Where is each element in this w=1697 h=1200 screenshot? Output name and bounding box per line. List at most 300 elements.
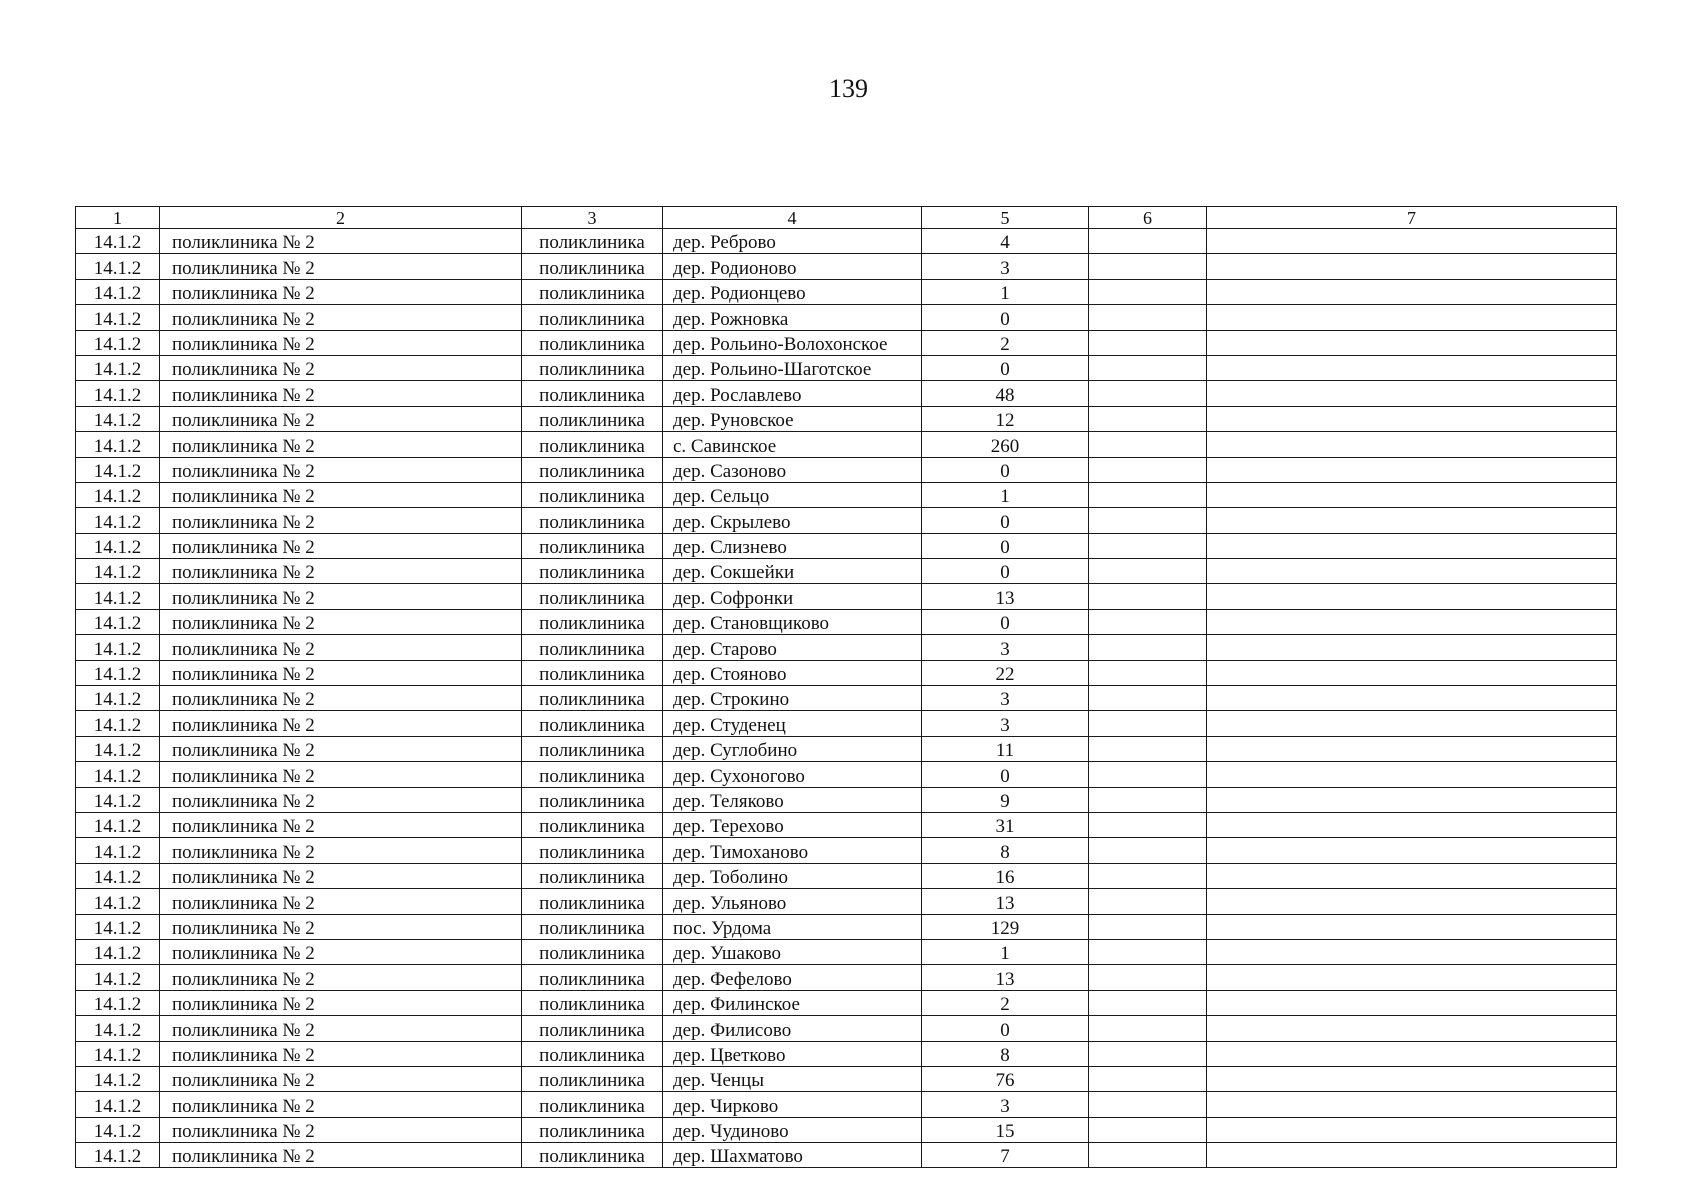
- settlement-cell: дер. Рольино-Волохонское: [663, 330, 922, 355]
- table-row: [76, 812, 1617, 837]
- table-row: [76, 229, 1617, 254]
- item-code-cell: 14.1.2: [76, 990, 160, 1015]
- item-code-cell: 14.1.2: [76, 812, 160, 837]
- count-cell: 1: [922, 482, 1089, 507]
- data-table: [75, 206, 1617, 1168]
- item-code-cell: 14.1.2: [76, 686, 160, 711]
- count-cell: 0: [922, 609, 1089, 634]
- column-6-cell: [1089, 229, 1207, 254]
- institution-type-cell: поликлиника: [522, 1117, 663, 1142]
- column-header-7: 7: [1207, 207, 1617, 229]
- count-cell: 1: [922, 279, 1089, 304]
- column-7-cell: [1207, 762, 1617, 787]
- count-cell: 13: [922, 584, 1089, 609]
- count-cell: 3: [922, 635, 1089, 660]
- column-6-cell: [1089, 1016, 1207, 1041]
- item-code-cell: 14.1.2: [76, 965, 160, 990]
- institution-name-cell: поликлиника № 2: [160, 406, 522, 431]
- institution-name-cell: поликлиника № 2: [160, 990, 522, 1015]
- column-6-cell: [1089, 812, 1207, 837]
- count-cell: 31: [922, 812, 1089, 837]
- column-7-cell: [1207, 965, 1617, 990]
- institution-name-cell: поликлиника № 2: [160, 889, 522, 914]
- institution-type-cell: поликлиника: [522, 533, 663, 558]
- count-cell: 15: [922, 1117, 1089, 1142]
- count-cell: 12: [922, 406, 1089, 431]
- item-code-cell: 14.1.2: [76, 432, 160, 457]
- column-7-cell: [1207, 863, 1617, 888]
- count-cell: 129: [922, 914, 1089, 939]
- institution-name-cell: поликлиника № 2: [160, 686, 522, 711]
- column-7-cell: [1207, 1092, 1617, 1117]
- column-6-cell: [1089, 457, 1207, 482]
- table-row: [76, 889, 1617, 914]
- institution-name-cell: поликлиника № 2: [160, 584, 522, 609]
- count-cell: 3: [922, 1092, 1089, 1117]
- column-7-cell: [1207, 812, 1617, 837]
- institution-type-cell: поликлиника: [522, 990, 663, 1015]
- settlement-cell: дер. Шахматово: [663, 1143, 922, 1168]
- institution-type-cell: поликлиника: [522, 787, 663, 812]
- institution-type-cell: поликлиника: [522, 406, 663, 431]
- item-code-cell: 14.1.2: [76, 838, 160, 863]
- settlement-cell: дер. Старово: [663, 635, 922, 660]
- table-row: [76, 1092, 1617, 1117]
- table-row: [76, 939, 1617, 964]
- item-code-cell: 14.1.2: [76, 762, 160, 787]
- count-cell: 2: [922, 990, 1089, 1015]
- item-code-cell: 14.1.2: [76, 559, 160, 584]
- column-6-cell: [1089, 254, 1207, 279]
- settlement-cell: дер. Ушаково: [663, 939, 922, 964]
- count-cell: 0: [922, 305, 1089, 330]
- column-header-6: 6: [1089, 207, 1207, 229]
- institution-name-cell: поликлиника № 2: [160, 559, 522, 584]
- table-row: [76, 1066, 1617, 1091]
- institution-type-cell: поликлиника: [522, 1016, 663, 1041]
- institution-type-cell: поликлиника: [522, 432, 663, 457]
- column-6-cell: [1089, 1041, 1207, 1066]
- column-6-cell: [1089, 965, 1207, 990]
- column-7-cell: [1207, 559, 1617, 584]
- item-code-cell: 14.1.2: [76, 635, 160, 660]
- table-row: [76, 584, 1617, 609]
- institution-name-cell: поликлиника № 2: [160, 762, 522, 787]
- table-row: [76, 736, 1617, 761]
- count-cell: 8: [922, 1041, 1089, 1066]
- institution-type-cell: поликлиника: [522, 1092, 663, 1117]
- column-6-cell: [1089, 711, 1207, 736]
- settlement-cell: дер. Родионово: [663, 254, 922, 279]
- count-cell: 3: [922, 254, 1089, 279]
- institution-name-cell: поликлиника № 2: [160, 838, 522, 863]
- table-row: [76, 1117, 1617, 1142]
- settlement-cell: дер. Сухоногово: [663, 762, 922, 787]
- institution-type-cell: поликлиника: [522, 686, 663, 711]
- count-cell: 0: [922, 508, 1089, 533]
- item-code-cell: 14.1.2: [76, 330, 160, 355]
- table-row: [76, 482, 1617, 507]
- count-cell: 8: [922, 838, 1089, 863]
- count-cell: 3: [922, 711, 1089, 736]
- table-row: [76, 838, 1617, 863]
- settlement-cell: дер. Теляково: [663, 787, 922, 812]
- institution-name-cell: поликлиника № 2: [160, 1092, 522, 1117]
- table-row: [76, 1143, 1617, 1168]
- column-6-cell: [1089, 787, 1207, 812]
- table-row: [76, 635, 1617, 660]
- item-code-cell: 14.1.2: [76, 1117, 160, 1142]
- column-6-cell: [1089, 508, 1207, 533]
- column-7-cell: [1207, 305, 1617, 330]
- table-row: [76, 533, 1617, 558]
- settlement-cell: дер. Строкино: [663, 686, 922, 711]
- settlement-cell: дер. Сельцо: [663, 482, 922, 507]
- institution-type-cell: поликлиника: [522, 736, 663, 761]
- item-code-cell: 14.1.2: [76, 889, 160, 914]
- column-7-cell: [1207, 355, 1617, 380]
- institution-name-cell: поликлиника № 2: [160, 1016, 522, 1041]
- institution-type-cell: поликлиника: [522, 355, 663, 380]
- column-7-cell: [1207, 254, 1617, 279]
- item-code-cell: 14.1.2: [76, 609, 160, 634]
- institution-type-cell: поликлиника: [522, 863, 663, 888]
- item-code-cell: 14.1.2: [76, 279, 160, 304]
- column-7-cell: [1207, 660, 1617, 685]
- column-6-cell: [1089, 482, 1207, 507]
- column-6-cell: [1089, 381, 1207, 406]
- count-cell: 7: [922, 1143, 1089, 1168]
- column-7-cell: [1207, 889, 1617, 914]
- column-7-cell: [1207, 432, 1617, 457]
- table-row: [76, 609, 1617, 634]
- settlement-cell: дер. Сазоново: [663, 457, 922, 482]
- item-code-cell: 14.1.2: [76, 457, 160, 482]
- item-code-cell: 14.1.2: [76, 1016, 160, 1041]
- settlement-cell: дер. Тоболино: [663, 863, 922, 888]
- column-6-cell: [1089, 584, 1207, 609]
- table-header-row: [76, 207, 1617, 229]
- institution-type-cell: поликлиника: [522, 1041, 663, 1066]
- table-row: [76, 1041, 1617, 1066]
- item-code-cell: 14.1.2: [76, 1143, 160, 1168]
- institution-type-cell: поликлиника: [522, 229, 663, 254]
- institution-type-cell: поликлиника: [522, 559, 663, 584]
- table-row: [76, 381, 1617, 406]
- settlement-cell: дер. Чирково: [663, 1092, 922, 1117]
- count-cell: 76: [922, 1066, 1089, 1091]
- institution-name-cell: поликлиника № 2: [160, 482, 522, 507]
- column-7-cell: [1207, 1016, 1617, 1041]
- column-7-cell: [1207, 1143, 1617, 1168]
- institution-type-cell: поликлиника: [522, 762, 663, 787]
- column-7-cell: [1207, 1117, 1617, 1142]
- count-cell: 1: [922, 939, 1089, 964]
- column-7-cell: [1207, 508, 1617, 533]
- column-header-1: 1: [76, 207, 160, 229]
- table-row: [76, 990, 1617, 1015]
- item-code-cell: 14.1.2: [76, 533, 160, 558]
- column-7-cell: [1207, 533, 1617, 558]
- settlement-cell: дер. Сокшейки: [663, 559, 922, 584]
- item-code-cell: 14.1.2: [76, 482, 160, 507]
- column-6-cell: [1089, 660, 1207, 685]
- institution-name-cell: поликлиника № 2: [160, 812, 522, 837]
- table-row: [76, 1016, 1617, 1041]
- institution-name-cell: поликлиника № 2: [160, 1041, 522, 1066]
- institution-name-cell: поликлиника № 2: [160, 660, 522, 685]
- settlement-cell: дер. Становщиково: [663, 609, 922, 634]
- institution-type-cell: поликлиника: [522, 584, 663, 609]
- column-7-cell: [1207, 482, 1617, 507]
- count-cell: 9: [922, 787, 1089, 812]
- column-6-cell: [1089, 609, 1207, 634]
- column-header-3: 3: [522, 207, 663, 229]
- institution-name-cell: поликлиника № 2: [160, 330, 522, 355]
- column-6-cell: [1089, 838, 1207, 863]
- item-code-cell: 14.1.2: [76, 355, 160, 380]
- settlement-cell: дер. Терехово: [663, 812, 922, 837]
- count-cell: 16: [922, 863, 1089, 888]
- column-7-cell: [1207, 990, 1617, 1015]
- settlement-cell: дер. Цветково: [663, 1041, 922, 1066]
- column-7-cell: [1207, 330, 1617, 355]
- institution-name-cell: поликлиника № 2: [160, 609, 522, 634]
- count-cell: 2: [922, 330, 1089, 355]
- table-row: [76, 254, 1617, 279]
- item-code-cell: 14.1.2: [76, 660, 160, 685]
- settlement-cell: дер. Ченцы: [663, 1066, 922, 1091]
- item-code-cell: 14.1.2: [76, 939, 160, 964]
- column-7-cell: [1207, 279, 1617, 304]
- count-cell: 260: [922, 432, 1089, 457]
- settlement-cell: дер. Тимоханово: [663, 838, 922, 863]
- table-row: [76, 965, 1617, 990]
- count-cell: 3: [922, 686, 1089, 711]
- settlement-cell: дер. Слизнево: [663, 533, 922, 558]
- institution-name-cell: поликлиника № 2: [160, 279, 522, 304]
- institution-name-cell: поликлиника № 2: [160, 355, 522, 380]
- institution-type-cell: поликлиника: [522, 635, 663, 660]
- column-6-cell: [1089, 914, 1207, 939]
- item-code-cell: 14.1.2: [76, 1092, 160, 1117]
- column-6-cell: [1089, 635, 1207, 660]
- settlement-cell: пос. Урдома: [663, 914, 922, 939]
- institution-type-cell: поликлиника: [522, 965, 663, 990]
- institution-type-cell: поликлиника: [522, 889, 663, 914]
- institution-type-cell: поликлиника: [522, 279, 663, 304]
- institution-type-cell: поликлиника: [522, 482, 663, 507]
- settlement-cell: дер. Студенец: [663, 711, 922, 736]
- settlement-cell: с. Савинское: [663, 432, 922, 457]
- table-row: [76, 508, 1617, 533]
- count-cell: 11: [922, 736, 1089, 761]
- column-6-cell: [1089, 406, 1207, 431]
- table-row: [76, 711, 1617, 736]
- count-cell: 0: [922, 1016, 1089, 1041]
- institution-name-cell: поликлиника № 2: [160, 432, 522, 457]
- institution-name-cell: поликлиника № 2: [160, 1117, 522, 1142]
- institution-name-cell: поликлиника № 2: [160, 533, 522, 558]
- settlement-cell: дер. Суглобино: [663, 736, 922, 761]
- column-6-cell: [1089, 939, 1207, 964]
- institution-type-cell: поликлиника: [522, 812, 663, 837]
- item-code-cell: 14.1.2: [76, 787, 160, 812]
- institution-type-cell: поликлиника: [522, 660, 663, 685]
- institution-type-cell: поликлиника: [522, 457, 663, 482]
- column-7-cell: [1207, 939, 1617, 964]
- institution-name-cell: поликлиника № 2: [160, 381, 522, 406]
- table-row: [76, 863, 1617, 888]
- column-6-cell: [1089, 559, 1207, 584]
- settlement-cell: дер. Чудиново: [663, 1117, 922, 1142]
- column-7-cell: [1207, 635, 1617, 660]
- column-7-cell: [1207, 838, 1617, 863]
- item-code-cell: 14.1.2: [76, 736, 160, 761]
- settlement-cell: дер. Реброво: [663, 229, 922, 254]
- table-row: [76, 355, 1617, 380]
- column-6-cell: [1089, 1066, 1207, 1091]
- count-cell: 22: [922, 660, 1089, 685]
- column-6-cell: [1089, 355, 1207, 380]
- page-number: 139: [829, 74, 868, 103]
- table-row: [76, 914, 1617, 939]
- column-6-cell: [1089, 889, 1207, 914]
- column-6-cell: [1089, 330, 1207, 355]
- column-7-cell: [1207, 787, 1617, 812]
- table-row: [76, 432, 1617, 457]
- column-header-2: 2: [160, 207, 522, 229]
- institution-type-cell: поликлиника: [522, 1143, 663, 1168]
- settlement-cell: дер. Фефелово: [663, 965, 922, 990]
- institution-type-cell: поликлиника: [522, 330, 663, 355]
- count-cell: 0: [922, 457, 1089, 482]
- column-6-cell: [1089, 1117, 1207, 1142]
- column-7-cell: [1207, 229, 1617, 254]
- institution-name-cell: поликлиника № 2: [160, 711, 522, 736]
- institution-name-cell: поликлиника № 2: [160, 914, 522, 939]
- institution-type-cell: поликлиника: [522, 939, 663, 964]
- column-6-cell: [1089, 305, 1207, 330]
- institution-name-cell: поликлиника № 2: [160, 229, 522, 254]
- column-7-cell: [1207, 736, 1617, 761]
- item-code-cell: 14.1.2: [76, 584, 160, 609]
- institution-name-cell: поликлиника № 2: [160, 736, 522, 761]
- table-row: [76, 406, 1617, 431]
- column-6-cell: [1089, 1092, 1207, 1117]
- item-code-cell: 14.1.2: [76, 254, 160, 279]
- institution-type-cell: поликлиника: [522, 914, 663, 939]
- institution-name-cell: поликлиника № 2: [160, 1143, 522, 1168]
- column-6-cell: [1089, 736, 1207, 761]
- count-cell: 0: [922, 533, 1089, 558]
- count-cell: 13: [922, 889, 1089, 914]
- item-code-cell: 14.1.2: [76, 406, 160, 431]
- count-cell: 13: [922, 965, 1089, 990]
- institution-name-cell: поликлиника № 2: [160, 939, 522, 964]
- settlement-cell: дер. Руновское: [663, 406, 922, 431]
- column-6-cell: [1089, 762, 1207, 787]
- settlement-cell: дер. Родионцево: [663, 279, 922, 304]
- column-6-cell: [1089, 1143, 1207, 1168]
- table-row: [76, 762, 1617, 787]
- institution-name-cell: поликлиника № 2: [160, 254, 522, 279]
- table-row: [76, 660, 1617, 685]
- column-6-cell: [1089, 863, 1207, 888]
- table-row: [76, 279, 1617, 304]
- column-7-cell: [1207, 381, 1617, 406]
- column-7-cell: [1207, 609, 1617, 634]
- table-row: [76, 305, 1617, 330]
- institution-type-cell: поликлиника: [522, 1066, 663, 1091]
- column-header-5: 5: [922, 207, 1089, 229]
- item-code-cell: 14.1.2: [76, 863, 160, 888]
- item-code-cell: 14.1.2: [76, 508, 160, 533]
- column-6-cell: [1089, 279, 1207, 304]
- institution-type-cell: поликлиника: [522, 381, 663, 406]
- settlement-cell: дер. Филисово: [663, 1016, 922, 1041]
- settlement-cell: дер. Скрылево: [663, 508, 922, 533]
- table-row: [76, 559, 1617, 584]
- institution-type-cell: поликлиника: [522, 609, 663, 634]
- column-7-cell: [1207, 914, 1617, 939]
- count-cell: 4: [922, 229, 1089, 254]
- institution-name-cell: поликлиника № 2: [160, 787, 522, 812]
- column-7-cell: [1207, 584, 1617, 609]
- institution-type-cell: поликлиника: [522, 711, 663, 736]
- table-row: [76, 787, 1617, 812]
- column-6-cell: [1089, 686, 1207, 711]
- column-6-cell: [1089, 432, 1207, 457]
- column-7-cell: [1207, 711, 1617, 736]
- settlement-cell: дер. Ульяново: [663, 889, 922, 914]
- column-7-cell: [1207, 1066, 1617, 1091]
- count-cell: 48: [922, 381, 1089, 406]
- item-code-cell: 14.1.2: [76, 1066, 160, 1091]
- settlement-cell: дер. Филинское: [663, 990, 922, 1015]
- column-7-cell: [1207, 457, 1617, 482]
- institution-type-cell: поликлиника: [522, 254, 663, 279]
- table-body: [76, 229, 1617, 1168]
- column-7-cell: [1207, 406, 1617, 431]
- count-cell: 0: [922, 355, 1089, 380]
- item-code-cell: 14.1.2: [76, 914, 160, 939]
- institution-name-cell: поликлиника № 2: [160, 1066, 522, 1091]
- column-7-cell: [1207, 1041, 1617, 1066]
- institution-type-cell: поликлиника: [522, 305, 663, 330]
- settlement-cell: дер. Софронки: [663, 584, 922, 609]
- table-row: [76, 457, 1617, 482]
- count-cell: 0: [922, 762, 1089, 787]
- item-code-cell: 14.1.2: [76, 381, 160, 406]
- column-6-cell: [1089, 533, 1207, 558]
- count-cell: 0: [922, 559, 1089, 584]
- settlement-cell: дер. Стояново: [663, 660, 922, 685]
- settlement-cell: дер. Рожновка: [663, 305, 922, 330]
- institution-type-cell: поликлиника: [522, 838, 663, 863]
- institution-name-cell: поликлиника № 2: [160, 508, 522, 533]
- column-header-4: 4: [663, 207, 922, 229]
- item-code-cell: 14.1.2: [76, 229, 160, 254]
- item-code-cell: 14.1.2: [76, 305, 160, 330]
- item-code-cell: 14.1.2: [76, 711, 160, 736]
- settlement-cell: дер. Рославлево: [663, 381, 922, 406]
- table-row: [76, 686, 1617, 711]
- table-row: [76, 330, 1617, 355]
- institution-name-cell: поликлиника № 2: [160, 965, 522, 990]
- institution-type-cell: поликлиника: [522, 508, 663, 533]
- institution-name-cell: поликлиника № 2: [160, 457, 522, 482]
